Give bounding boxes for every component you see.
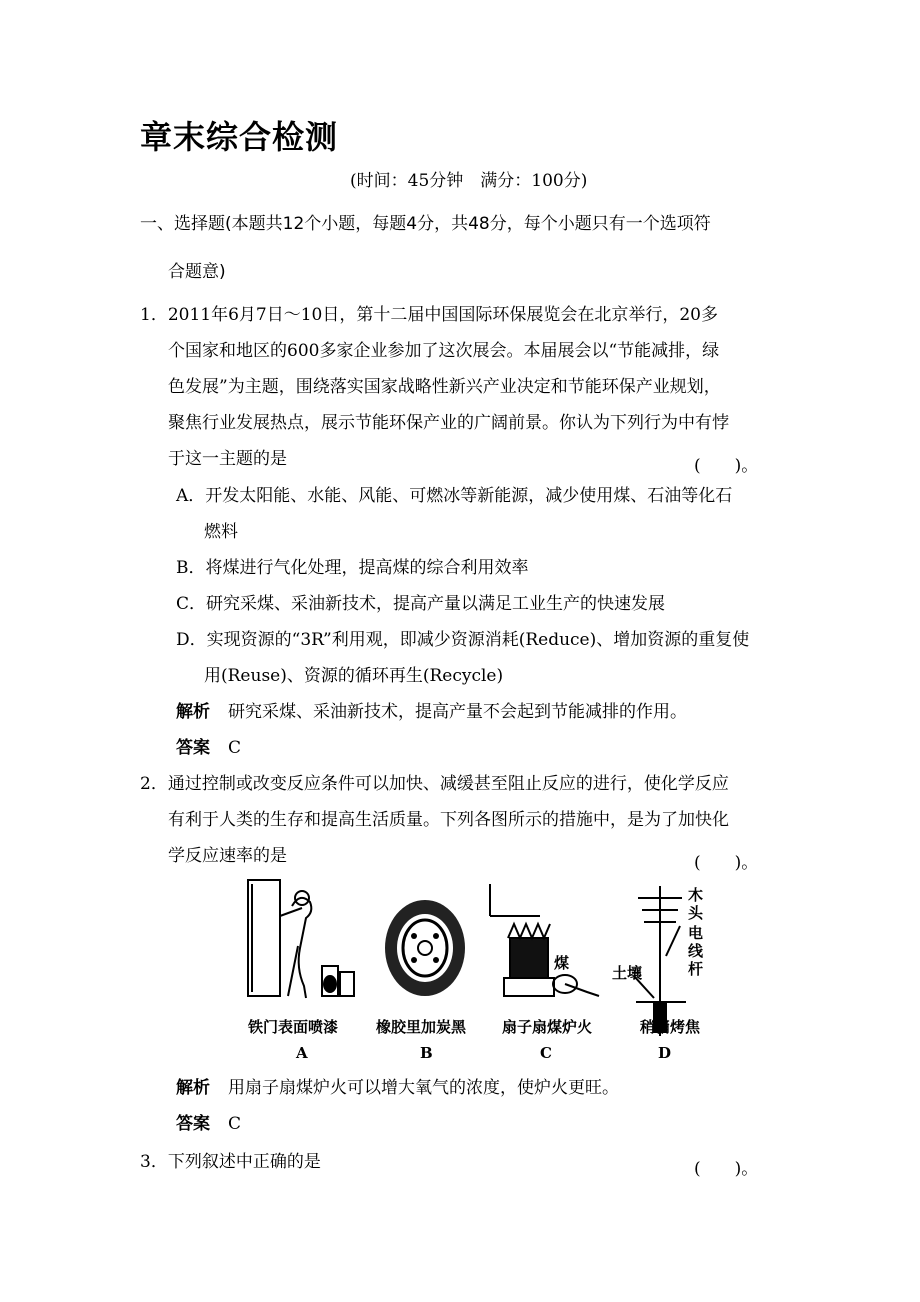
q1-line: 个国家和地区的600多家企业参加了这次展会。本届展会以“节能减排，绿 [168,341,720,361]
analysis-label: 解析 [176,1078,210,1098]
caption-d: 稍稍烤焦 [640,1018,701,1036]
section-heading-line1: 一、选择题(本题共12个小题，每题4分，共48分，每个小题只有一个选项符 [140,214,711,234]
q1-analysis [176,704,687,721]
page-title: 章末综合检测 [140,118,339,156]
panel-d-illustration [634,886,686,1036]
q1-option-c: C．研究采煤、采油新技术，提高产量以满足工业生产的快速发展 [176,594,666,614]
analysis-text: 研究采煤、采油新技术，提高产量不会起到节能减排的作用。 [228,702,687,722]
label-pole-char: 电 [688,924,704,942]
q2-line: 有利于人类的生存和提高生活质量。下列各图所示的措施中，是为了加快化 [168,810,729,830]
q3-line: 3．下列叙述中正确的是 [140,1152,321,1172]
label-pole-char: 线 [688,942,704,960]
q1-line: 色发展”为主题，围绕落实国家战略性新兴产业决定和节能环保产业规划， [168,377,721,397]
q1-line: 于这一主题的是 [168,449,287,469]
q1-option-d-cont: 用(Reuse)、资源的循环再生(Recycle) [204,666,504,686]
q1-answer-paren: ( )。 [694,456,759,476]
letter-c: C [540,1044,552,1062]
analysis-text: 用扇子扇煤炉火可以增大氧气的浓度，使炉火更旺。 [228,1078,619,1098]
q1-line: 1．2011年6月7日～10日，第十二届中国国际环保展览会在北京举行，20多 [140,305,718,325]
q1-option-a-cont: 燃料 [204,522,238,542]
label-pole-char: 木 [688,886,704,904]
panel-b-illustration [385,900,465,996]
label-pole-char: 头 [688,904,704,922]
answer-value: C [228,1114,242,1134]
caption-b: 橡胶里加炭黑 [376,1018,467,1036]
q1-option-a: A．开发太阳能、水能、风能、可燃冰等新能源，减少使用煤、石油等化石 [176,486,733,506]
letter-b: B [420,1044,433,1062]
letter-a: A [296,1044,308,1062]
q2-answer [176,1116,241,1133]
label-pole [688,886,704,978]
q1-option-d: D．实现资源的“3R”利用观，即减少资源消耗(Reduce)、增加资源的重复使 [176,630,750,650]
q2-figure [240,876,720,1066]
q2-line: 2．通过控制或改变反应条件可以加快、减缓甚至阻止反应的进行，使化学反应 [140,774,729,794]
q2-line: 学反应速率的是 [168,846,287,866]
q1-answer [176,740,241,757]
label-coal: 煤 [554,954,570,972]
section-heading-line2: 合题意) [168,262,226,282]
q3-answer-paren: ( )。 [694,1159,759,1179]
answer-label: 答案 [176,1114,210,1134]
letter-d: D [658,1044,672,1062]
analysis-label: 解析 [176,702,210,722]
answer-label: 答案 [176,738,210,758]
page-subtitle: (时间：45分钟 满分：100分) [350,171,588,191]
q2-illustrations [240,876,720,1066]
caption-c: 扇子扇煤炉火 [502,1018,593,1036]
label-pole-char: 杆 [688,960,704,978]
answer-value: C [228,738,242,758]
q1-line: 聚焦行业发展热点，展示节能环保产业的广阔前景。你认为下列行为中有悖 [168,413,729,433]
panel-c-illustration [490,884,599,996]
q2-answer-paren: ( )。 [694,853,759,873]
q1-option-b: B．将煤进行气化处理，提高煤的综合利用效率 [176,558,529,578]
caption-a: 铁门表面喷漆 [248,1018,339,1036]
q2-analysis [176,1080,619,1097]
label-soil: 土壤 [612,964,643,982]
panel-a-illustration [248,880,354,998]
